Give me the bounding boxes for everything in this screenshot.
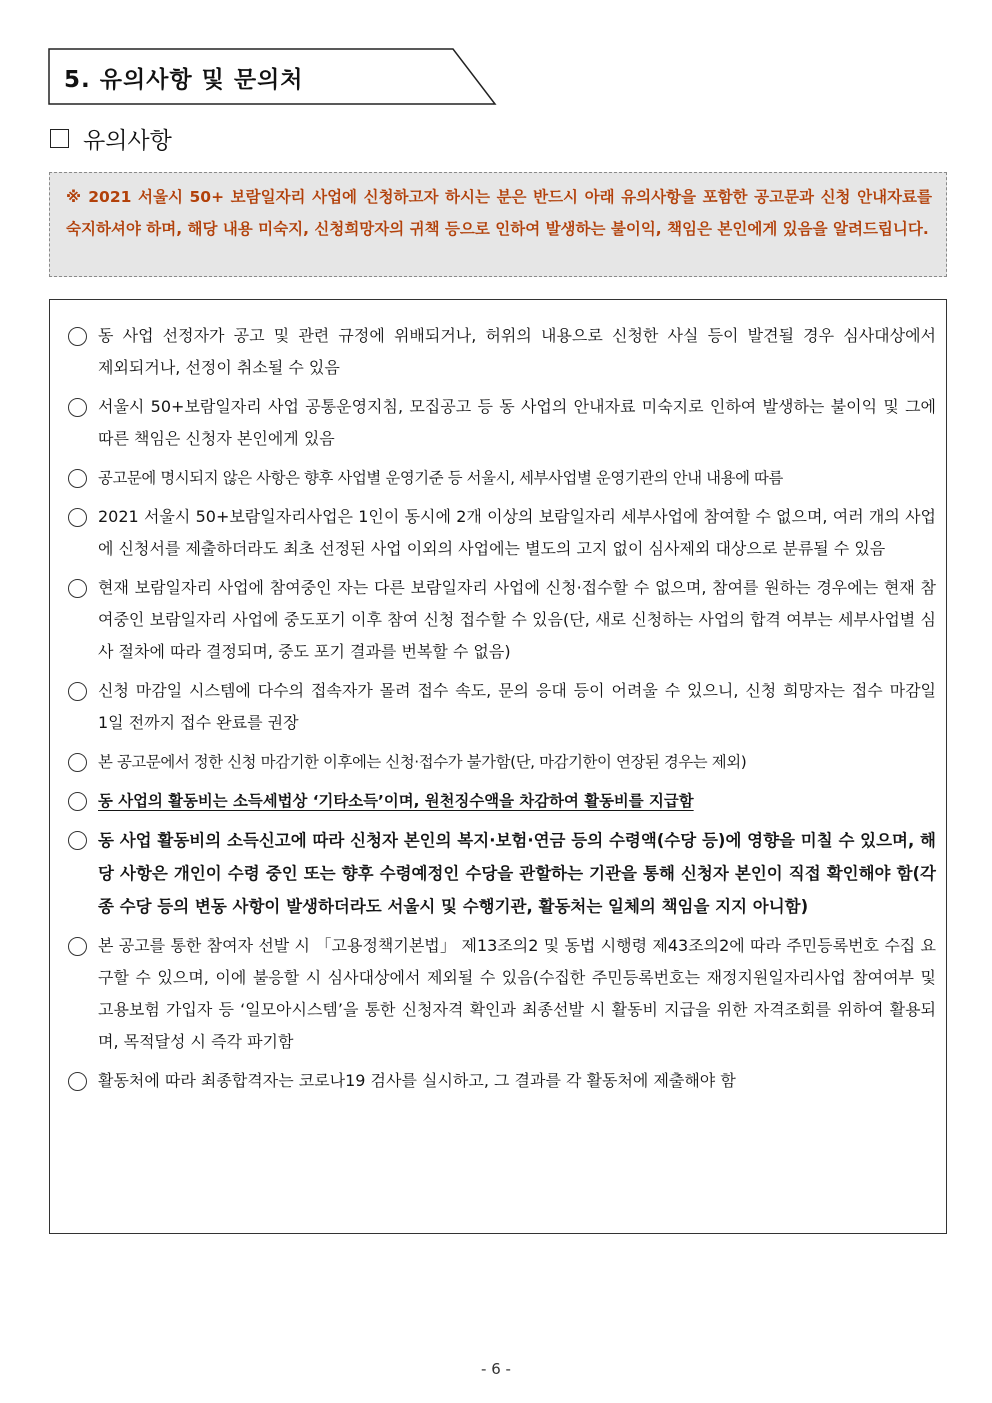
list-item-text: 동 사업 선정자가 공고 및 관련 규정에 위배되거나, 허위의 내용으로 신청한 사실 등이 발견될 경우 심사대상에서 제외되거나, 선정이 취소될 수 있음 <box>98 326 936 377</box>
list-item-text-emphasis: 동 사업 활동비의 소득신고에 따라 신청자 본인의 복지·보험·연금 등의 수령액(수당 등)에 영향을 미칠 수 있으며, 해당 사항은 개인이 수령 중인 또는 향후 수령예정인 수당을 관할하는 기관을 통해 신청자 본인이 직접 확인해야 함(각종 수당 등의 변동 사항이 발생하더라도 서울시 및 수행기관, 활동처는 일체의 책임을 지지 아니함) <box>98 831 936 916</box>
circle-bullet-icon <box>68 753 87 772</box>
circle-bullet-icon <box>68 579 87 598</box>
list-item-text: 공고문에 명시되지 않은 사항은 향후 사업별 운영기준 등 서울시, 세부사업별 운영기관의 안내 내용에 따름 <box>98 469 783 487</box>
notice-text: 2021 서울시 50+ 보람일자리 사업에 신청하고자 하시는 분은 반드시 아래 유의사항을 포함한 공고문과 신청 안내자료를 숙지하셔야 하며, 해당 내용 미숙지, 신청희망자의 귀책 등으로 인하여 발생하는 불이익, 책임은 본인에게 있음을 알려드립니다. <box>66 188 932 238</box>
list-item <box>68 1065 936 1097</box>
section-title-box <box>48 48 498 106</box>
list-item <box>68 501 936 565</box>
circle-bullet-icon <box>68 937 87 956</box>
list-item-text: 활동처에 따라 최종합격자는 코로나19 검사를 실시하고, 그 결과를 각 활동처에 제출해야 함 <box>98 1071 736 1090</box>
list-item-text: 현재 보람일자리 사업에 참여중인 자는 다른 보람일자리 사업에 신청·접수할 수 없으며, 참여를 원하는 경우에는 현재 참여중인 보람일자리 사업에 중도포기 이후 참여 신청 접수할 수 있음(단, 새로 신청하는 사업의 합격 여부는 세부사업별 심사 절차에 따라 결정되며, 중도 포기 결과를 번복할 수 없음) <box>98 578 936 661</box>
list-item <box>68 746 936 778</box>
circle-bullet-icon <box>68 327 87 346</box>
subsection-heading <box>50 122 172 155</box>
list-item-text: 서울시 50+보람일자리 사업 공통운영지침, 모집공고 등 동 사업의 안내자료 미숙지로 인하여 발생하는 불이익 및 그에 따른 책임은 신청자 본인에게 있음 <box>98 397 936 448</box>
circle-bullet-icon <box>68 792 87 811</box>
list-item <box>68 785 936 817</box>
subsection-label: 유의사항 <box>83 128 172 154</box>
list-item <box>68 824 936 923</box>
circle-bullet-icon <box>68 398 87 417</box>
list-item <box>68 391 936 455</box>
list-item-text: 2021 서울시 50+보람일자리사업은 1인이 동시에 2개 이상의 보람일자리 세부사업에 참여할 수 없으며, 여러 개의 사업에 신청서를 제출하더라도 최초 선정된 사업 이외의 사업에는 별도의 고지 없이 심사제외 대상으로 분류될 수 있음 <box>98 507 936 558</box>
page-number: - 6 - <box>481 1360 511 1378</box>
list-item <box>68 930 936 1058</box>
circle-bullet-icon <box>68 831 87 850</box>
list-item-text: 신청 마감일 시스템에 다수의 접속자가 몰려 접수 속도, 문의 응대 등이 어려울 수 있으니, 신청 희망자는 접수 마감일 1일 전까지 접수 완료를 권장 <box>98 681 936 732</box>
list-item-text: 본 공고를 통한 참여자 선발 시 「고용정책기본법」 제13조의2 및 동법 시행령 제43조의2에 따라 주민등록번호 수집 요구할 수 있으며, 이에 불응할 시 심사대상에서 제외될 수 있음(수집한 주민등록번호는 재정지원일자리사업 참여여부 및 고용보험 가입자 등 ‘일모아시스템’을 통한 신청자격 확인과 최종선발 시 활동비 지급을 위한 자격조회를 위하여 활용되며, 목적달성 시 즉각 파기함 <box>98 936 936 1051</box>
circle-bullet-icon <box>68 469 87 488</box>
list-item-text: 본 공고문에서 정한 신청 마감기한 이후에는 신청·접수가 불가함(단, 마감기한이 연장된 경우는 제외) <box>98 753 747 771</box>
section-title: 5. 유의사항 및 문의처 <box>64 67 304 93</box>
notice-box <box>49 172 947 277</box>
circle-bullet-icon <box>68 508 87 527</box>
checkbox-square-icon <box>50 129 69 148</box>
list-item-text-emphasis: 동 사업의 활동비는 소득세법상 ‘기타소득’이며, 원천징수액을 차감하여 활동비를 지급함 <box>98 792 694 810</box>
list-item <box>68 572 936 668</box>
circle-bullet-icon <box>68 682 87 701</box>
circle-bullet-icon <box>68 1072 87 1091</box>
list-item <box>68 462 936 494</box>
list-item <box>68 320 936 384</box>
list-item <box>68 675 936 739</box>
caution-list <box>49 299 947 1234</box>
reference-mark: ※ <box>66 188 83 206</box>
